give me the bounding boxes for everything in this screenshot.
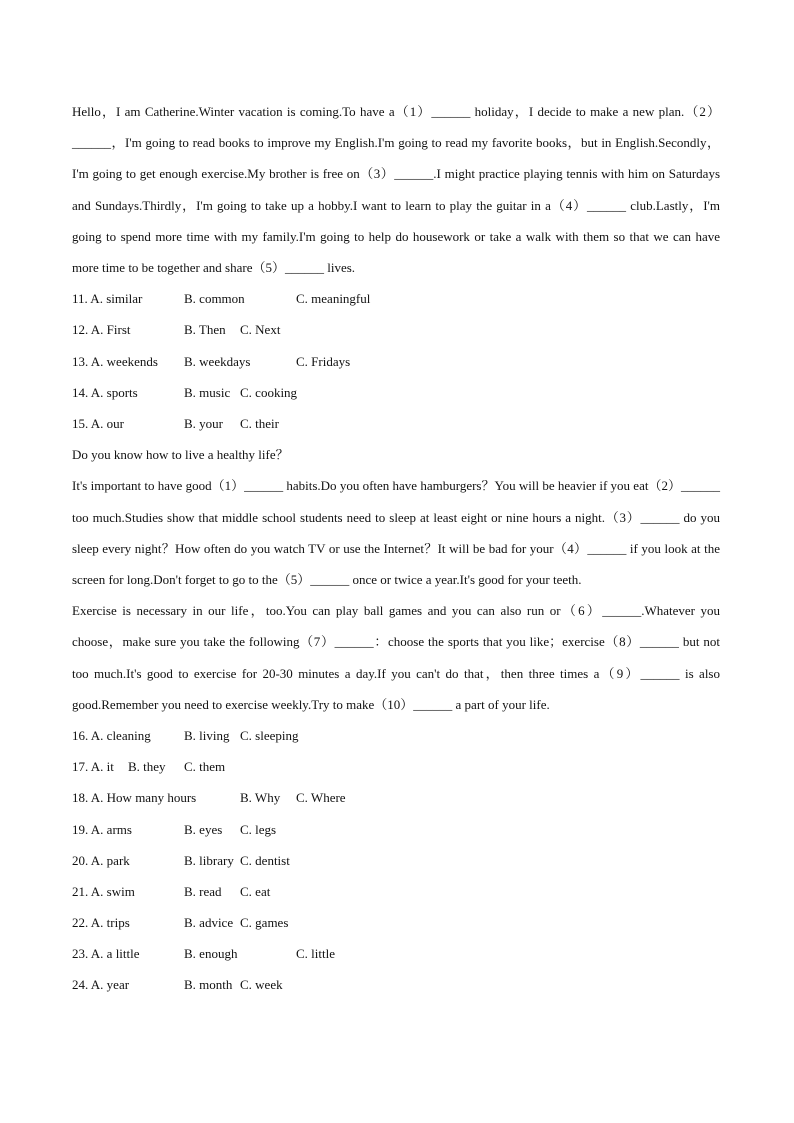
option-a: 17. A. it	[72, 759, 114, 775]
question-row	[72, 907, 720, 938]
question-row	[72, 377, 720, 408]
option-c: C. cooking	[240, 384, 298, 400]
option-a: 14. A. sports	[72, 384, 138, 400]
option-c: C. Where	[296, 790, 346, 806]
option-a: 23. A. a little	[72, 946, 140, 962]
option-b: B. advice	[184, 915, 234, 931]
passage-2-paragraph-2: Exercise is necessary in our life，too.You can play ball games and you can also run or（6）______.Whatever you choose，make sure you take the following（7）______：choose the sports that you like；exercise（8）______ but not too much.It's good to exercise for 20-30 minutes a day.If you can't do that，then three times a（9）______ is also good.Remember you need to exercise weekly.Try to make（10）______ a part of your life.	[72, 603, 720, 712]
option-b: B. enough	[184, 946, 238, 962]
option-c: C. eat	[240, 883, 271, 899]
option-a: 21. A. swim	[72, 883, 135, 899]
option-b: B. read	[184, 883, 222, 899]
option-a: 24. A. year	[72, 977, 130, 993]
question-row	[72, 283, 720, 314]
option-a: 22. A. trips	[72, 915, 130, 931]
option-a: 11. A. similar	[72, 291, 143, 307]
question-row	[72, 938, 720, 969]
question-row	[72, 782, 720, 813]
option-b: B. weekdays	[184, 353, 251, 369]
question-group-1	[72, 283, 720, 439]
question-row	[72, 751, 720, 782]
question-row	[72, 814, 720, 845]
option-a: 16. A. cleaning	[72, 727, 151, 743]
question-row	[72, 314, 720, 345]
document-page	[72, 96, 720, 1001]
question-row	[72, 845, 720, 876]
question-group-2	[72, 720, 720, 1001]
option-c: C. legs	[240, 821, 277, 837]
question-row	[72, 408, 720, 439]
option-b: B. library	[184, 852, 234, 868]
passage-2-paragraph-1: It's important to have good（1）______ habits.Do you often have hamburgers？You will be heavier if you eat（2）______ too much.Studies show that middle school students need to sleep at least eight or nine hours a night.（3）______ do you sleep every night？How often do you watch TV or use the Internet？It will be bad for your（4）______ if you look at the screen for long.Don't forget to go to the（5）______ once or twice a year.It's good for your teeth.	[72, 478, 720, 587]
option-a: 20. A. park	[72, 852, 130, 868]
option-b: B. eyes	[184, 821, 223, 837]
question-row	[72, 969, 720, 1000]
option-a: 12. A. First	[72, 322, 131, 338]
option-b: B. living	[184, 727, 230, 743]
option-b: B. your	[184, 415, 223, 431]
option-a: 19. A. arms	[72, 821, 132, 837]
question-row	[72, 720, 720, 751]
option-a: 13. A. weekends	[72, 353, 158, 369]
option-c: C. dentist	[240, 852, 290, 868]
option-c: C. them	[184, 759, 226, 775]
option-b: B. music	[184, 384, 231, 400]
option-c: C. week	[240, 977, 283, 993]
option-b: B. Then	[184, 322, 226, 338]
option-c: C. little	[296, 946, 335, 962]
option-b: B. month	[184, 977, 233, 993]
option-a: 15. A. our	[72, 415, 124, 431]
option-b: B. Why	[240, 790, 281, 806]
option-c: C. meaningful	[296, 291, 371, 307]
passage-2-title: Do you know how to live a healthy life？	[72, 447, 289, 463]
option-c: C. sleeping	[240, 727, 299, 743]
option-c: C. Next	[240, 322, 281, 338]
question-row	[72, 876, 720, 907]
question-row	[72, 346, 720, 377]
option-a: 18. A. How many hours	[72, 790, 197, 806]
passage-1-text: Hello，I am Catherine.Winter vacation is coming.To have a（1）______ holiday，I decide to make a new plan.（2）______，I'm going to read books to improve my English.I'm going to read my favorite books，but in English.Secondly，I'm going to get enough exercise.My brother is free on（3）______.I might practice playing tennis with him on Saturdays and Sundays.Thirdly，I'm going to take up a hobby.I want to learn to play the guitar in a（4）______ club.Lastly，I'm going to spend more time with my family.I'm going to help do housework or take a walk with them so that we can have more time to be together and share（5）______ lives.	[72, 104, 720, 276]
option-c: C. their	[240, 415, 279, 431]
option-c: C. games	[240, 915, 289, 931]
option-b: B. they	[128, 759, 166, 775]
option-b: B. common	[184, 291, 245, 307]
option-c: C. Fridays	[296, 353, 351, 369]
